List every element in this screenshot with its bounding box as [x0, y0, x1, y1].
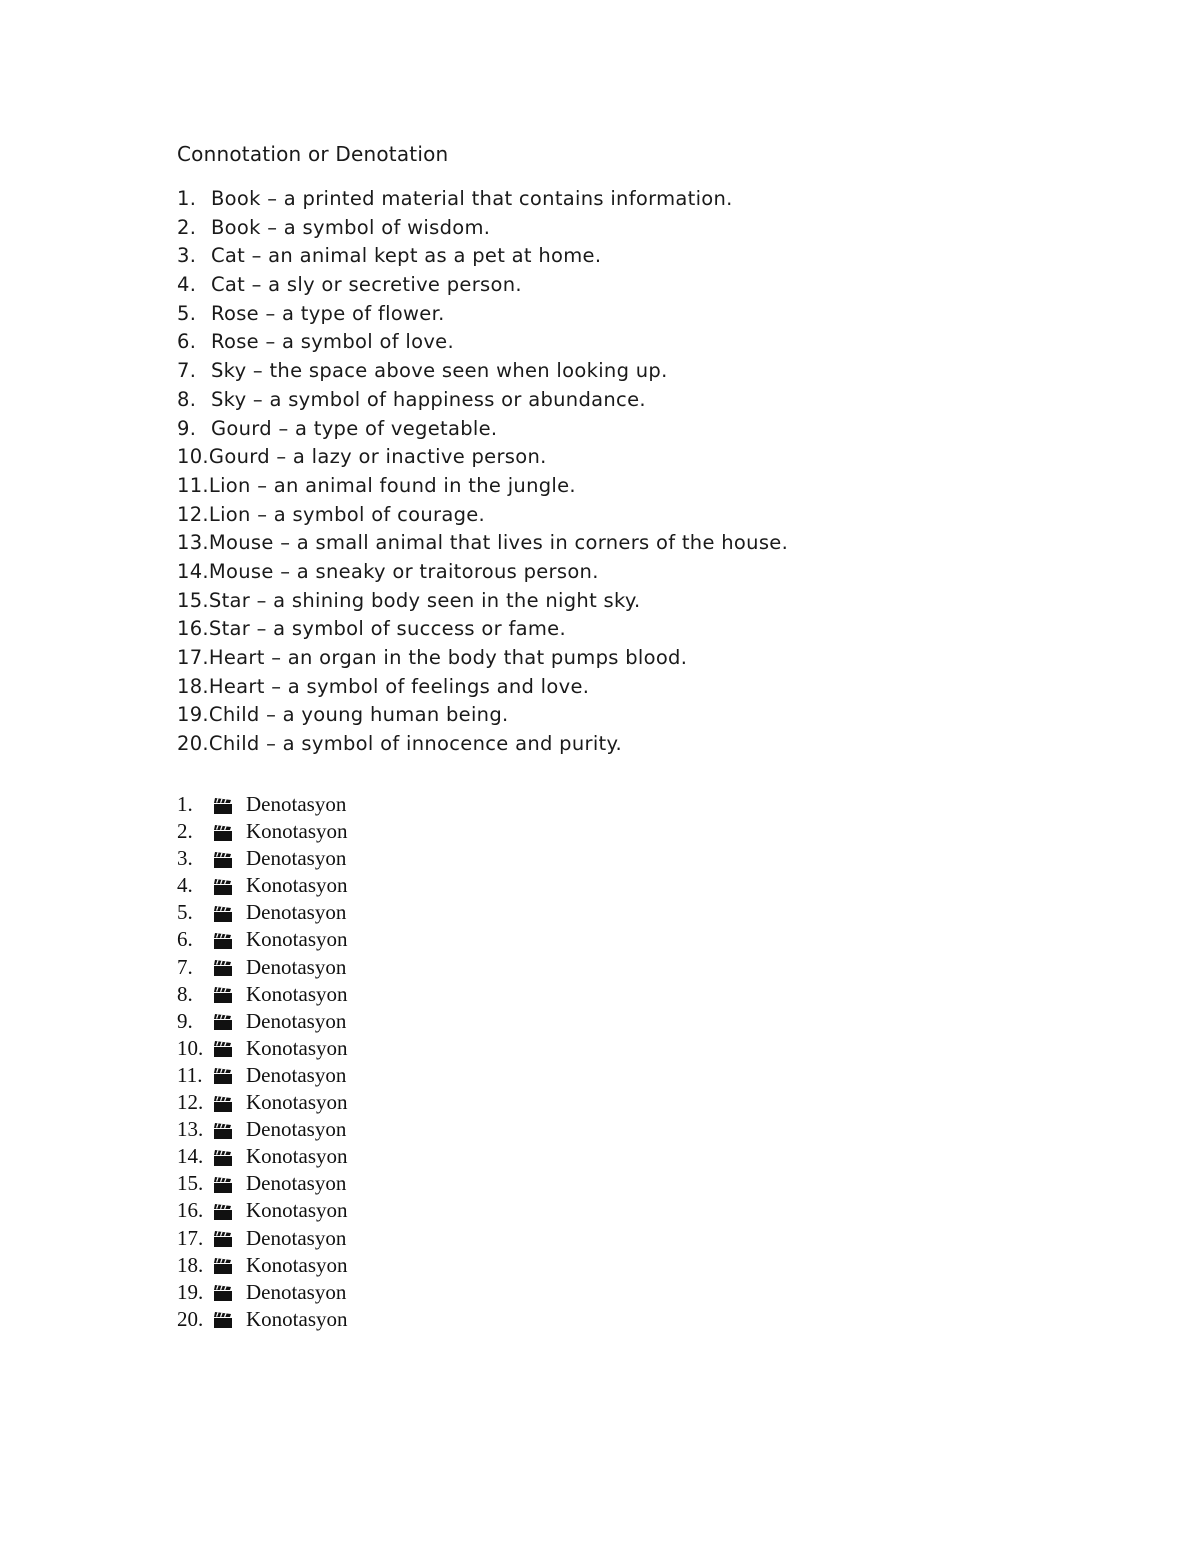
item-text: Child – a young human being.	[208, 703, 509, 727]
list-item	[177, 673, 788, 702]
answer-text: Konotasyon	[246, 1198, 348, 1223]
item-text: Cat – an animal kept as a pet at home.	[211, 244, 602, 268]
clapperboard-icon	[213, 984, 233, 1002]
item-number: 1.	[177, 187, 197, 210]
clapperboard-icon	[213, 1065, 233, 1083]
list-item	[177, 701, 788, 730]
clapperboard-icon	[213, 795, 233, 813]
item-number: 15.	[177, 1171, 204, 1196]
answer-text: Denotasyon	[246, 1117, 347, 1142]
list-item	[177, 242, 788, 271]
list-item	[177, 300, 788, 329]
question-list	[177, 185, 788, 759]
answer-text: Konotasyon	[246, 819, 348, 844]
item-number: 19.	[177, 703, 209, 727]
item-number: 4.	[177, 273, 197, 297]
answer-text: Denotasyon	[246, 1062, 347, 1087]
answer-text: Denotasyon	[246, 846, 347, 871]
list-item	[177, 415, 788, 444]
clapperboard-icon	[213, 930, 233, 948]
answer-text: Konotasyon	[246, 873, 348, 898]
answer-text: Konotasyon	[246, 1035, 348, 1060]
answer-text: Denotasyon	[246, 1279, 347, 1304]
clapperboard-icon	[213, 1228, 233, 1246]
clapperboard-icon	[213, 849, 233, 867]
item-number: 18.	[177, 674, 209, 698]
item-number: 9.	[177, 416, 197, 440]
answer-text: Konotasyon	[246, 1306, 348, 1331]
list-item	[177, 357, 788, 386]
list-item	[177, 615, 788, 644]
item-number: 13.	[177, 1117, 204, 1142]
item-text: Sky – the space above seen when looking up.	[211, 359, 668, 383]
clapperboard-icon	[213, 1255, 233, 1273]
clapperboard-icon	[213, 1038, 233, 1056]
item-number: 7.	[177, 954, 193, 979]
clapperboard-icon	[213, 1120, 233, 1138]
list-item	[177, 1062, 348, 1089]
list-item	[177, 328, 788, 357]
clapperboard-icon	[213, 876, 233, 894]
list-item	[177, 529, 788, 558]
answer-text: Denotasyon	[246, 1225, 347, 1250]
item-number: 20.	[177, 732, 209, 756]
item-number: 15.	[177, 588, 209, 612]
list-item	[177, 185, 788, 214]
item-number: 19.	[177, 1279, 204, 1304]
answer-text: Denotasyon	[246, 900, 347, 925]
clapperboard-icon	[213, 1011, 233, 1029]
list-item	[177, 1170, 348, 1197]
item-number: 2.	[177, 819, 193, 844]
item-number: 12.	[177, 502, 209, 526]
clapperboard-icon	[213, 1282, 233, 1300]
item-number: 6.	[177, 330, 197, 354]
list-item	[177, 1197, 348, 1224]
answer-text: Denotasyon	[246, 792, 347, 816]
item-text: Rose – a type of flower.	[211, 301, 445, 325]
answer-text: Denotasyon	[246, 1008, 347, 1033]
list-item	[177, 872, 348, 899]
item-number: 11.	[177, 1062, 203, 1087]
list-item	[177, 818, 348, 845]
item-number: 2.	[177, 215, 197, 239]
list-item	[177, 981, 348, 1008]
answer-text: Denotasyon	[246, 1171, 347, 1196]
item-text: Star – a symbol of success or fame.	[208, 617, 566, 641]
item-number: 18.	[177, 1252, 204, 1277]
list-item	[177, 271, 788, 300]
item-number: 4.	[177, 873, 193, 898]
answer-text: Konotasyon	[246, 1252, 348, 1277]
item-number: 8.	[177, 387, 197, 411]
list-item	[177, 1225, 348, 1252]
answer-text: Konotasyon	[246, 927, 348, 952]
clapperboard-icon	[213, 1174, 233, 1192]
clapperboard-icon	[213, 1201, 233, 1219]
item-text: Rose – a symbol of love.	[211, 330, 454, 354]
clapperboard-icon	[213, 957, 233, 975]
answer-text: Konotasyon	[246, 1144, 348, 1169]
item-number: 12.	[177, 1090, 204, 1115]
item-text: Book – a symbol of wisdom.	[211, 215, 491, 239]
item-text: Cat – a sly or secretive person.	[211, 273, 522, 297]
item-number: 10.	[177, 445, 209, 469]
list-item	[177, 1035, 348, 1062]
clapperboard-icon	[213, 1093, 233, 1111]
clapperboard-icon	[213, 903, 233, 921]
item-text: Child – a symbol of innocence and purity.	[208, 732, 623, 756]
item-number: 1.	[177, 792, 193, 816]
item-text: Sky – a symbol of happiness or abundance.	[211, 387, 646, 411]
list-item	[177, 1089, 348, 1116]
item-text: Mouse – a sneaky or traitorous person.	[208, 559, 599, 583]
answer-text: Denotasyon	[246, 954, 347, 979]
list-item	[177, 1252, 348, 1279]
answer-text: Konotasyon	[246, 1090, 348, 1115]
item-number: 6.	[177, 927, 193, 952]
page-title: Connotation or Denotation	[177, 142, 449, 166]
item-number: 20.	[177, 1306, 204, 1331]
item-text: Star – a shining body seen in the night sky.	[208, 588, 641, 612]
item-text: Heart – an organ in the body that pumps blood.	[208, 646, 688, 669]
item-number: 16.	[177, 1198, 204, 1223]
list-item	[177, 644, 788, 673]
item-text: Book – a printed material that contains information.	[211, 187, 733, 210]
clapperboard-icon	[213, 1147, 233, 1165]
list-item	[177, 1116, 348, 1143]
item-text: Heart – a symbol of feelings and love.	[208, 674, 590, 698]
item-number: 9.	[177, 1008, 193, 1033]
item-text: Gourd – a type of vegetable.	[211, 416, 498, 440]
list-item	[177, 587, 788, 616]
list-item	[177, 730, 788, 759]
list-item	[177, 791, 348, 818]
item-number: 5.	[177, 301, 197, 325]
answer-text: Konotasyon	[246, 981, 348, 1006]
list-item	[177, 443, 788, 472]
list-item	[177, 1279, 348, 1306]
list-item	[177, 558, 788, 587]
item-number: 16.	[177, 617, 209, 641]
item-text: Lion – a symbol of courage.	[208, 502, 486, 526]
item-number: 5.	[177, 900, 193, 925]
item-number: 3.	[177, 846, 193, 871]
item-number: 7.	[177, 359, 197, 383]
item-text: Gourd – a lazy or inactive person.	[208, 445, 547, 469]
list-item	[177, 926, 348, 953]
item-number: 14.	[177, 1144, 204, 1169]
item-number: 10.	[177, 1035, 204, 1060]
list-item	[177, 899, 348, 926]
list-item	[177, 214, 788, 243]
item-number: 11.	[177, 473, 209, 497]
list-item	[177, 1008, 348, 1035]
item-number: 8.	[177, 981, 193, 1006]
list-item	[177, 1143, 348, 1170]
list-item	[177, 845, 348, 872]
item-text: Lion – an animal found in the jungle.	[208, 473, 576, 497]
answer-list	[177, 791, 348, 1333]
list-item	[177, 1306, 348, 1333]
item-text: Mouse – a small animal that lives in corners of the house.	[208, 531, 789, 555]
item-number: 14.	[177, 559, 209, 583]
item-number: 3.	[177, 244, 197, 268]
list-item	[177, 501, 788, 530]
list-item	[177, 472, 788, 501]
item-number: 17.	[177, 1225, 204, 1250]
item-number: 13.	[177, 531, 209, 555]
clapperboard-icon	[213, 822, 233, 840]
list-item	[177, 954, 348, 981]
list-item	[177, 386, 788, 415]
clapperboard-icon	[213, 1309, 233, 1327]
item-number: 17.	[177, 646, 209, 669]
